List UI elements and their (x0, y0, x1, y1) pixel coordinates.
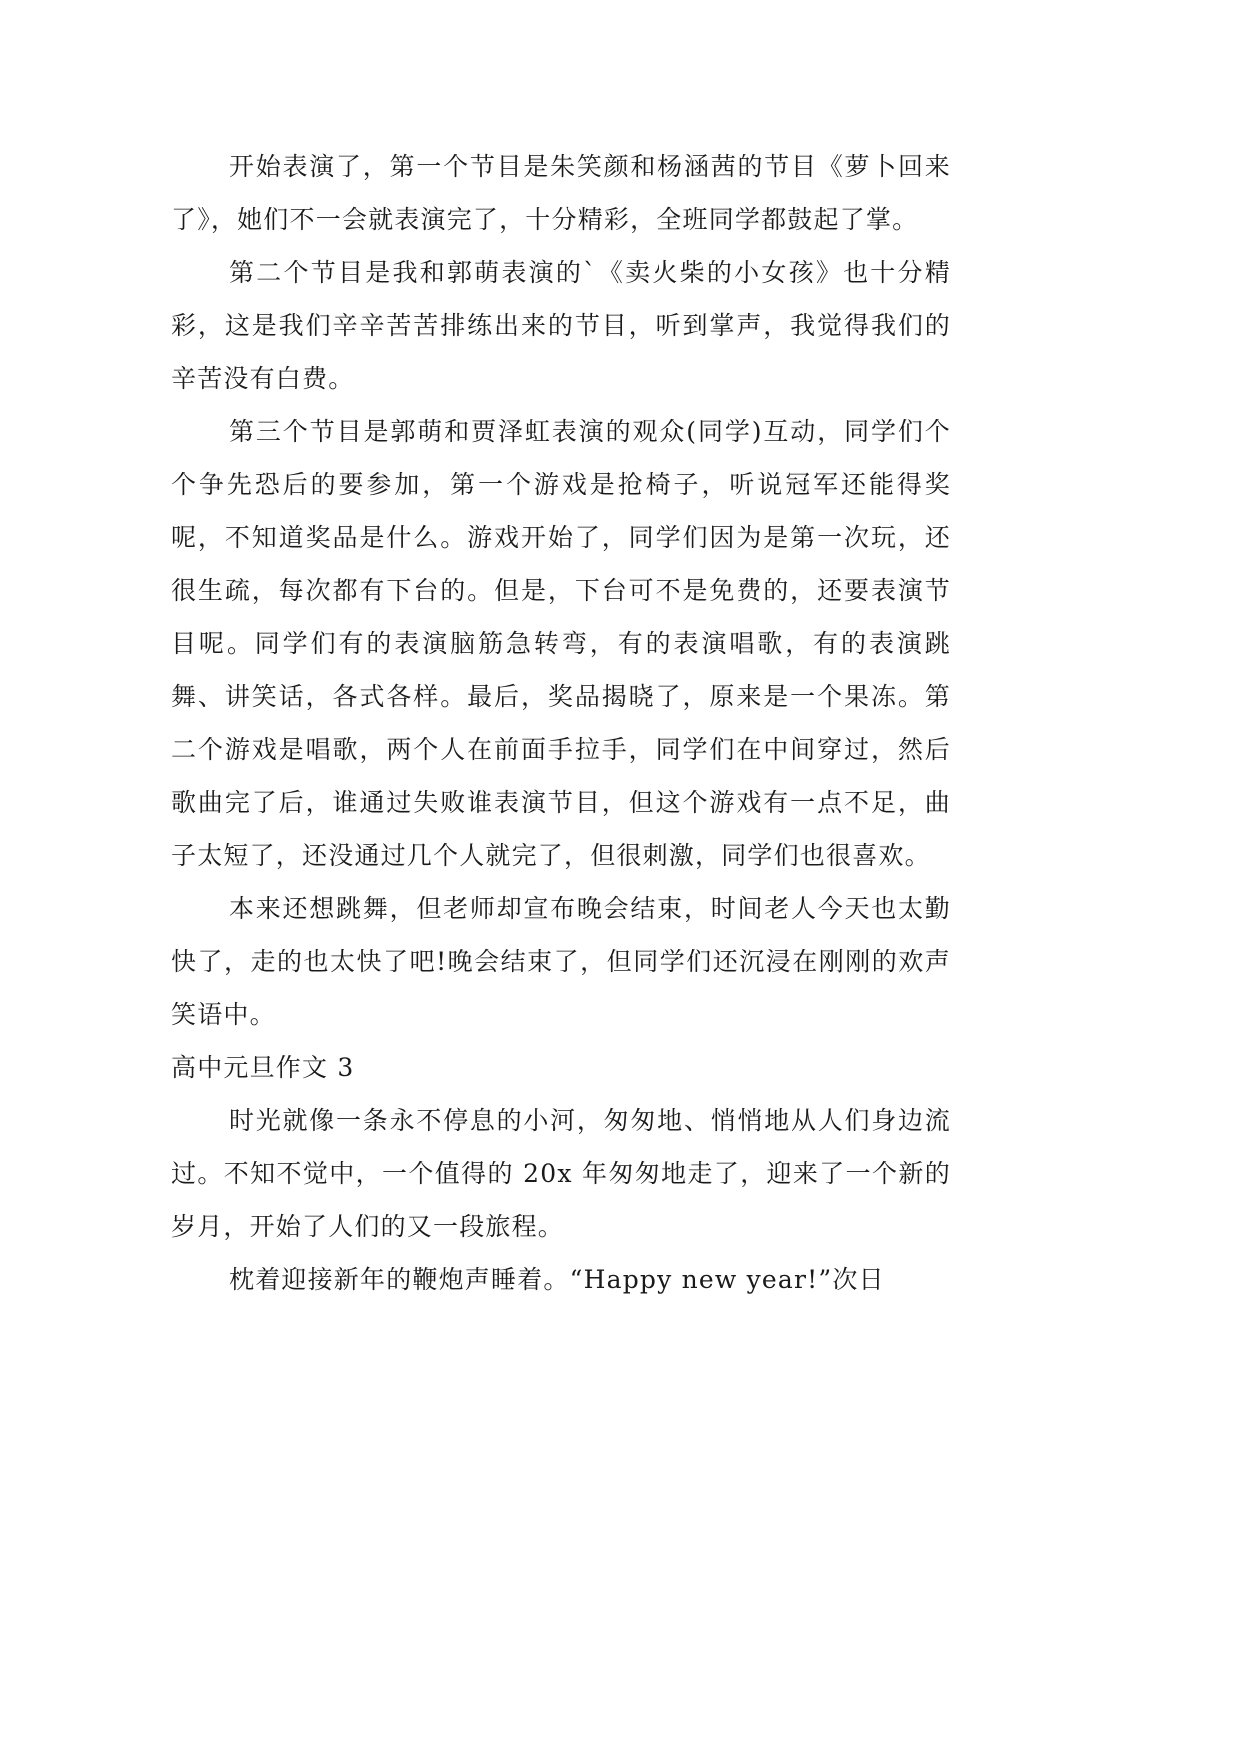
paragraph-new-year-firecrackers: 枕着迎接新年的鞭炮声睡着。“Happy new year!”次日 (229, 1265, 885, 1294)
document-body (171, 140, 951, 1306)
paragraph-party-end: 本来还想跳舞，但老师却宣布晚会结束，时间老人今天也太勤快了，走的也太快了吧!晚会结束了，但同学们还沉浸在刚刚的欢声笑语中。 (171, 894, 951, 1029)
paragraph-time-river: 时光就像一条永不停息的小河，匆匆地、悄悄地从人们身边流过。不知不觉中，一个值得的 20x 年匆匆地走了，迎来了一个新的岁月，开始了人们的又一段旅程。 (171, 1106, 951, 1241)
paragraph-second-program: 第二个节目是我和郭萌表演的`《卖火柴的小女孩》也十分精彩，这是我们辛辛苦苦排练出来的节目，听到掌声，我觉得我们的辛苦没有白费。 (171, 258, 951, 393)
paragraph-third-program: 第三个节目是郭萌和贾泽虹表演的观众(同学)互动，同学们个个争先恐后的要参加，第一个游戏是抢椅子，听说冠军还能得奖呢，不知道奖品是什么。游戏开始了，同学们因为是第一次玩，还很生疏，每次都有下台的。但是，下台可不是免费的，还要表演节目呢。同学们有的表演脑筋急转弯，有的表演唱歌，有的表演跳舞、讲笑话，各式各样。最后，奖品揭晓了，原来是一个果冻。第二个游戏是唱歌，两个人在前面手拉手，同学们在中间穿过，然后歌曲完了后，谁通过失败谁表演节目，但这个游戏有一点不足，曲子太短了，还没通过几个人就完了，但很刺激，同学们也很喜欢。 (171, 417, 951, 870)
paragraph-performance-start: 开始表演了，第一个节目是朱笑颜和杨涵茜的节目《萝卜回来了》，她们不一会就表演完了，十分精彩，全班同学都鼓起了掌。 (171, 152, 951, 234)
section-title: 高中元旦作文 3 (171, 1053, 355, 1082)
